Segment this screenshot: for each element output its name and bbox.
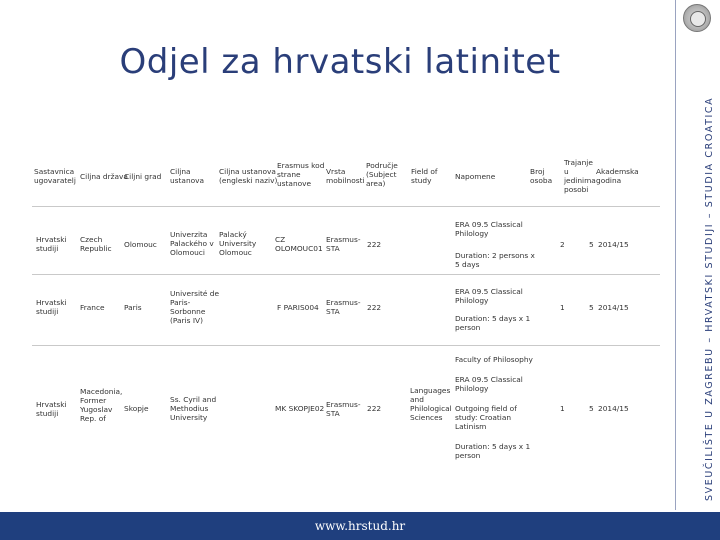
- cell-trajanje: 5: [589, 303, 594, 312]
- side-institution-text: SVEUČILIŠTE U ZAGREBU – HRVATSKI STUDIJI – STUDIA CROATICA: [704, 96, 715, 501]
- page-title: Odjel za hrvatski latinitet: [119, 42, 561, 82]
- header-vrsta: Vrsta mobilnosti: [326, 167, 365, 185]
- cell-ustanova: Univerzita Palackého v Olomouci: [170, 230, 214, 257]
- cell-podrucje: 222: [367, 303, 382, 312]
- cell-godina: 2014/15: [598, 303, 629, 312]
- cell-ustanova: Université de Paris- Sorbonne (Paris IV): [170, 289, 220, 325]
- cell-broj: 2: [560, 240, 565, 249]
- header-napomene: Napomene: [455, 172, 496, 181]
- cell-ustanova-en: Palacký University Olomouc: [219, 230, 257, 257]
- header-podrucje: Područje (Subject area): [366, 161, 398, 188]
- header-grad: Ciljni grad: [124, 172, 162, 181]
- cell-sastavnica: Hrvatski studiji: [36, 298, 67, 316]
- cell-ustanova: Ss. Cyril and Methodius University: [170, 395, 217, 422]
- university-seal-icon: [683, 4, 711, 32]
- cell-napomene-faculty: Faculty of Philosophy: [455, 355, 533, 364]
- cell-trajanje: 5: [589, 404, 594, 413]
- cell-drzava: France: [80, 303, 105, 312]
- row-divider: [32, 206, 660, 207]
- header-ustanova-en: Ciljna ustanova (engleski naziv): [219, 167, 278, 185]
- cell-vrsta: Erasmus- STA: [326, 235, 361, 253]
- cell-vrsta: Erasmus- STA: [326, 298, 361, 316]
- cell-napomene-duration: Duration: 5 days x 1 person: [455, 314, 531, 332]
- cell-erasmus-kod: MK SKOPJE02: [275, 404, 325, 413]
- cell-napomene-duration: Duration: 5 days x 1 person: [455, 442, 531, 460]
- cell-broj: 1: [560, 404, 565, 413]
- cell-podrucje: 222: [367, 240, 382, 249]
- cell-napomene-duration: Duration: 2 persons x 5 days: [455, 251, 535, 269]
- cell-sastavnica: Hrvatski studiji: [36, 235, 67, 253]
- cell-napomene-era: ERA 09.5 Classical Philology: [455, 220, 523, 238]
- footer-url: www.hrstud.hr: [314, 519, 406, 533]
- cell-drzava: Macedonia, Former Yugoslav Rep. of: [80, 387, 123, 423]
- cell-napomene-outgoing: Outgoing field of study: Croatian Latinism: [455, 404, 517, 431]
- cell-erasmus-kod: F PARIS004: [277, 303, 319, 312]
- header-sastavnica: Sastavnica ugovaratelj: [34, 167, 76, 185]
- row-divider: [32, 345, 660, 346]
- cell-godina: 2014/15: [598, 240, 629, 249]
- cell-broj: 1: [560, 303, 565, 312]
- header-ustanova: Ciljna ustanova: [170, 167, 205, 185]
- header-godina: Akademska godina: [596, 167, 639, 185]
- cell-field: Languages and Philological Sciences: [410, 386, 452, 422]
- cell-grad: Skopje: [124, 404, 149, 413]
- cell-napomene-era: ERA 09.5 Classical Philology: [455, 287, 523, 305]
- cell-napomene-era: ERA 09.5 Classical Philology: [455, 375, 523, 393]
- header-erasmus-kod: Erasmus kod strane ustanove: [277, 161, 325, 188]
- cell-sastavnica: Hrvatski studiji: [36, 400, 67, 418]
- cell-podrucje: 222: [367, 404, 382, 413]
- cell-drzava: Czech Republic: [80, 235, 112, 253]
- header-drzava: Ciljna država: [80, 172, 128, 181]
- cell-trajanje: 5: [589, 240, 594, 249]
- cell-grad: Olomouc: [124, 240, 157, 249]
- row-divider: [32, 274, 660, 275]
- header-field: Field of study: [411, 167, 438, 185]
- cell-erasmus-kod: CZ OLOMOUC01: [275, 235, 323, 253]
- cell-vrsta: Erasmus- STA: [326, 400, 361, 418]
- cell-godina: 2014/15: [598, 404, 629, 413]
- cell-grad: Paris: [124, 303, 142, 312]
- side-divider: [675, 0, 676, 510]
- header-trajanje: Trajanje u jedinima posobi: [564, 158, 596, 194]
- header-broj: Broj osoba: [530, 167, 553, 185]
